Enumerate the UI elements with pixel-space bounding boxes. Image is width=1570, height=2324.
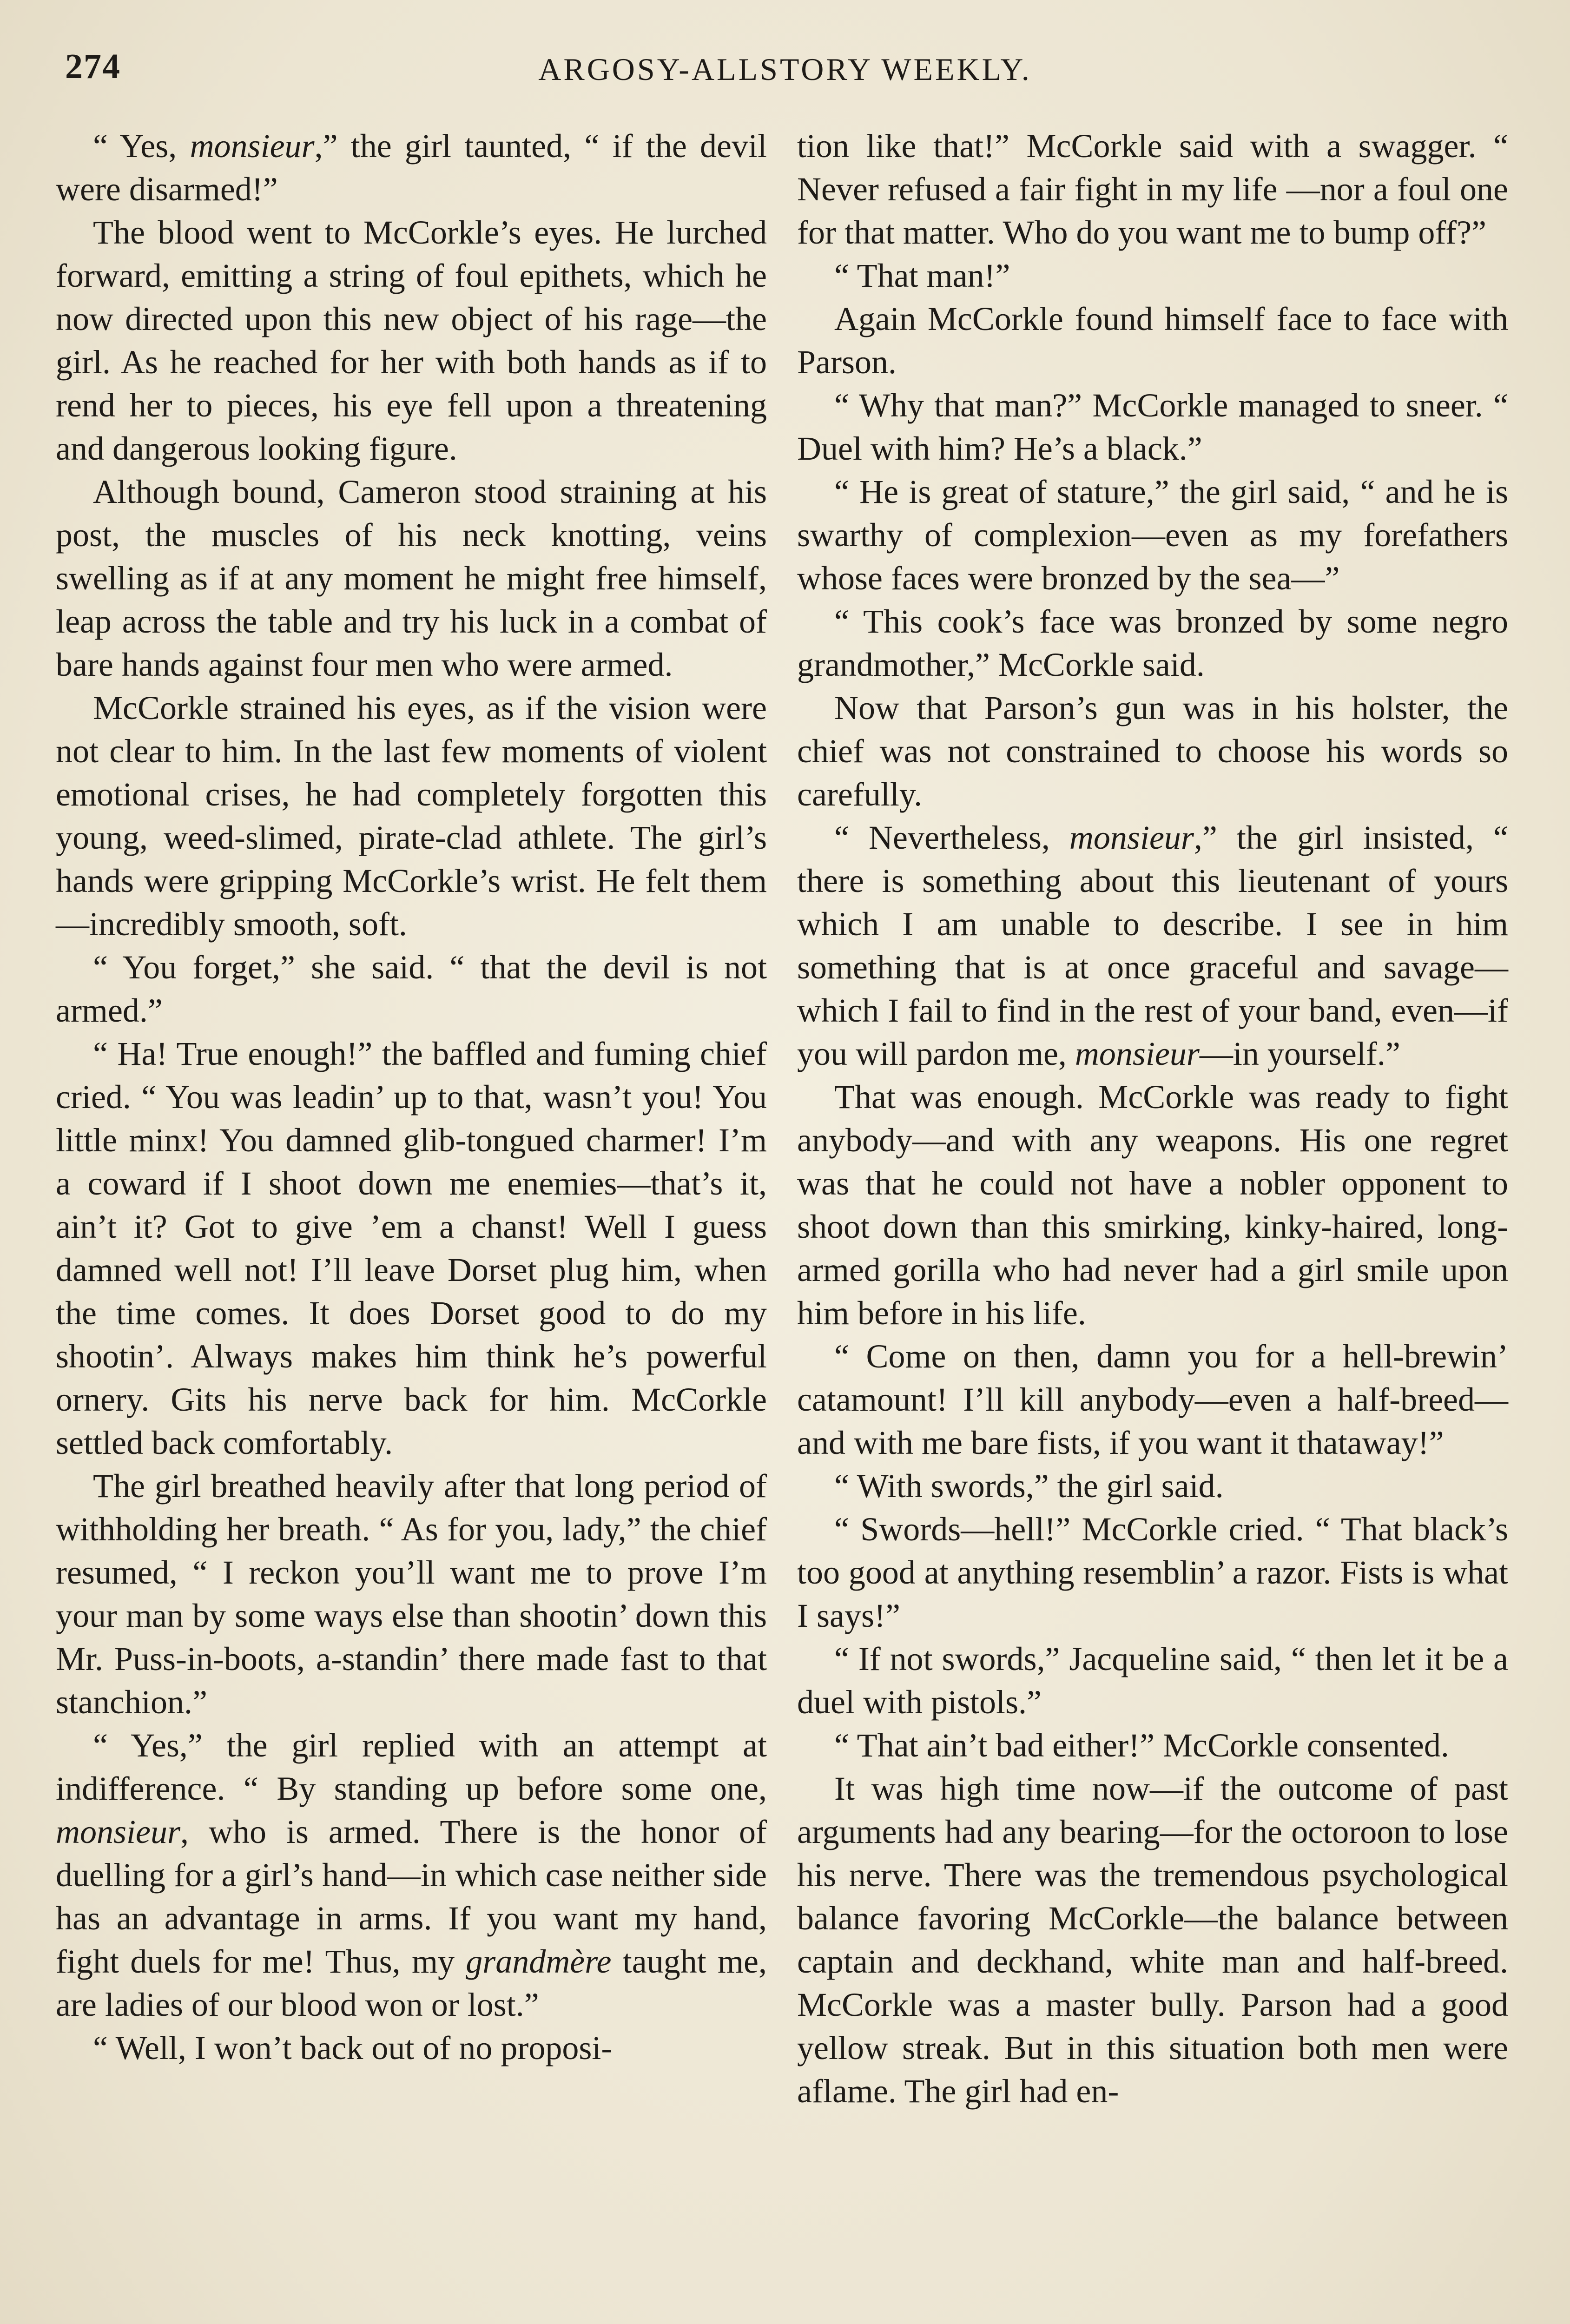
paragraph: The blood went to McCorkle’s eyes. He lurched forward, emitting a string of foul epithets, which he now directed upon this new object of his rage—the girl. As he reached for her with both hands as if to rend her to pieces, his eye fell upon a threatening and dangerous looking figure.	[56, 214, 767, 467]
paragraph: “ You forget,” she said. “ that the devil is not armed.”	[56, 949, 767, 1029]
paragraph: The girl breathed heavily after that long period of withholding her breath. “ As for you, lady,” the chief resumed, “ I reckon you’ll want me to prove I’m your man by some ways else than shootin’ down this Mr. Puss-in-boots, a-standin’ there made fast to that stanchion.”	[56, 1467, 767, 1721]
paragraph: “ Well, I won’t back out of no proposi-	[93, 2029, 613, 2067]
paragraph: “ Nevertheless, monsieur,” the girl insisted, “ there is something about this lieutenant of yours which I am unable to describe. I see in him something that is at once graceful and savage—which I fail to find in the rest of your band, even—if you will pardon me, monsieur—in yourself.”	[797, 819, 1508, 1072]
paragraph: That was enough. McCorkle was ready to fight anybody—and with any weapons. His one regret was that he could not have a nobler opponent to shoot down than this smirking, kinky-haired, long-armed gorilla who had never had a girl smile upon him before in his life.	[797, 1078, 1508, 1332]
paragraph: Now that Parson’s gun was in his holster, the chief was not constrained to choose his words so carefully.	[797, 689, 1508, 813]
paragraph: “ That ain’t bad either!” McCorkle consented.	[834, 1727, 1449, 1764]
paragraph: McCorkle strained his eyes, as if the vision were not clear to him. In the last few moments of violent emotional crises, he had completely forgotten this young, weed-slimed, pirate-clad athlete. The girl’s hands were gripping McCorkle’s wrist. He felt them—incredibly smooth, soft.	[56, 689, 767, 943]
paragraph: “ This cook’s face was bronzed by some negro grandmother,” McCorkle said.	[797, 603, 1508, 683]
paragraph-continued: tion like that!” McCorkle said with a swagger. “ Never refused a fair fight in my life —nor a foul one for that matter. Who do you want me to bump off?”	[797, 127, 1508, 251]
paragraph: “ Yes, monsieur,” the girl taunted, “ if the devil were disarmed!”	[56, 127, 767, 208]
right-column	[797, 125, 1508, 2113]
paragraph: “ Come on then, damn you for a hell-brewin’ catamount! I’ll kill anybody—even a half-breed—and with me bare fists, if you want it thataway!”	[797, 1338, 1508, 1461]
paragraph: “ If not swords,” Jacqueline said, “ then let it be a duel with pistols.”	[797, 1640, 1508, 1721]
paragraph: “ With swords,” the girl said.	[834, 1467, 1224, 1505]
running-head-title: ARGOSY-ALLSTORY WEEKLY.	[538, 52, 1032, 87]
paragraph: “ Yes,” the girl replied with an attempt at indifference. “ By standing up before some one, monsieur, who is armed. There is the honor of duelling for a girl’s hand—in which case neither side has an advantage in arms. If you want my hand, fight duels for me! Thus, my grandmère taught me, are ladies of our blood won or lost.”	[56, 1727, 767, 2023]
paragraph: “ He is great of stature,” the girl said, “ and he is swarthy of complexion—even as my forefathers whose faces were bronzed by the sea—”	[797, 473, 1508, 597]
paragraph: It was high time now—if the outcome of past arguments had any bearing—for the octoroon to lose his nerve. There was the tremendous psychological balance favoring McCorkle—the balance between captain and deckhand, white man and half-breed. McCorkle was a master bully. Parson had a good yellow streak. But in this situation both men were aflame. The girl had en-	[797, 1770, 1508, 2110]
paragraph: Although bound, Cameron stood straining at his post, the muscles of his neck knotting, veins swelling as if at any moment he might free himself, leap across the table and try his luck in a combat of bare hands against four men who were armed.	[56, 473, 767, 683]
paragraph: “ That man!”	[834, 257, 1010, 294]
paragraph: “ Why that man?” McCorkle managed to sneer. “ Duel with him? He’s a black.”	[797, 387, 1508, 467]
paragraph: “ Ha! True enough!” the baffled and fuming chief cried. “ You was leadin’ up to that, wasn’t you! You little minx! You damned glib-tongued charmer! I’m a coward if I shoot down me enemies—that’s it, ain’t it? Got to give ’em a chanst! Well I guess damned well not! I’ll leave Dorset plug him, when the time comes. It does Dorset good to do my shootin’. Always makes him think he’s powerful ornery. Gits his nerve back for him. McCorkle settled back comfortably.	[56, 1035, 767, 1461]
page-header	[56, 46, 1514, 98]
page-number: 274	[65, 47, 121, 86]
paragraph: “ Swords—hell!” McCorkle cried. “ That black’s too good at anything resemblin’ a razor. Fists is what I says!”	[797, 1511, 1508, 1634]
left-column	[56, 125, 767, 2070]
paragraph: Again McCorkle found himself face to face with Parson.	[797, 300, 1508, 381]
